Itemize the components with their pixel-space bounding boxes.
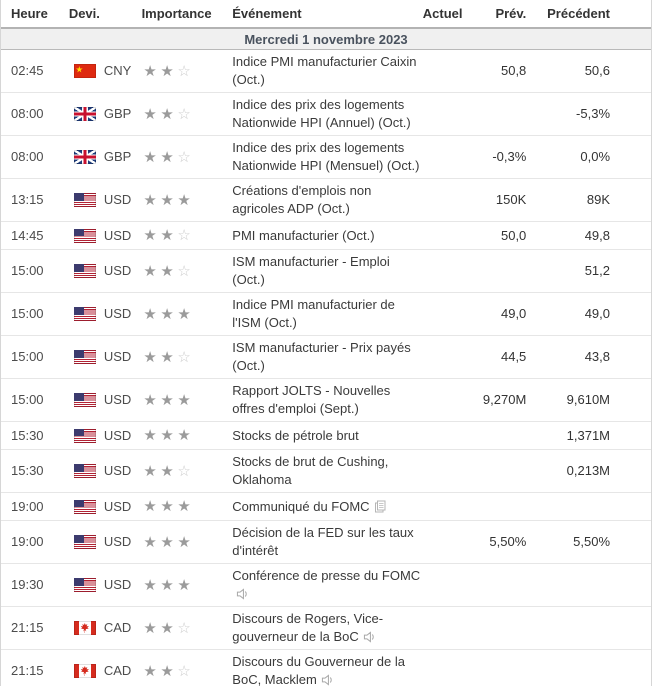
event-row[interactable] [1, 564, 651, 607]
importance-star-icon: ☆ [177, 227, 191, 244]
flag-us-icon [74, 429, 96, 443]
importance-star-icon: ★ [160, 305, 174, 323]
flag-us-icon [74, 229, 96, 243]
event-title[interactable]: Indice des prix des logements Nationwide HPI (Mensuel) (Oct.) [232, 140, 420, 173]
previous-value: 0,213M [566, 463, 611, 478]
date-separator-row [1, 27, 651, 50]
date-label: Mercredi 1 novembre 2023 [244, 31, 408, 47]
importance-star-icon: ★ [177, 305, 191, 323]
event-row[interactable] [1, 93, 651, 136]
event-row[interactable] [1, 521, 651, 564]
speaker-icon [321, 674, 334, 686]
importance-stars [137, 293, 229, 335]
event-row[interactable] [1, 293, 651, 336]
importance-star-icon: ☆ [177, 462, 191, 480]
importance-star-icon: ★ [143, 305, 157, 323]
importance-star-icon: ★ [177, 498, 191, 515]
importance-star-icon: ☆ [177, 262, 191, 280]
importance-stars [137, 607, 229, 649]
importance-star-icon: ★ [143, 462, 157, 480]
importance-star-icon: ★ [143, 62, 157, 80]
importance-stars [137, 379, 229, 421]
importance-star-icon: ★ [160, 227, 174, 244]
event-title[interactable]: Indice PMI manufacturier Caixin (Oct.) [232, 54, 417, 87]
event-row[interactable] [1, 222, 651, 250]
currency-code: USD [103, 577, 132, 592]
importance-star-icon: ★ [143, 427, 157, 444]
event-time: 19:30 [11, 577, 44, 592]
flag-us-icon [74, 264, 96, 278]
importance-stars [137, 179, 229, 221]
importance-stars [137, 493, 229, 520]
event-time: 02:45 [11, 63, 44, 78]
importance-star-icon: ★ [160, 533, 174, 551]
event-title[interactable]: Discours de Rogers, Vice-gouverneur de la BoC [232, 611, 384, 644]
importance-star-icon: ★ [143, 227, 157, 244]
importance-star-icon: ★ [160, 62, 174, 80]
importance-stars [137, 521, 229, 563]
currency-code: USD [103, 306, 132, 321]
importance-star-icon: ★ [160, 619, 174, 637]
currency-code: CAD [103, 663, 132, 678]
currency-code: USD [103, 392, 132, 407]
previous-value: 1,371M [566, 427, 611, 443]
flag-us-icon [74, 578, 96, 592]
importance-star-icon: ☆ [177, 105, 191, 123]
forecast-value: 50,0 [500, 227, 527, 243]
event-title[interactable]: Décision de la FED sur les taux d'intérêt [232, 525, 414, 558]
flag-us-icon [74, 500, 96, 514]
event-row[interactable] [1, 50, 651, 93]
previous-value: 49,0 [584, 306, 611, 321]
importance-star-icon: ★ [143, 191, 157, 209]
table-header-row [1, 0, 651, 27]
forecast-value: 49,0 [500, 306, 527, 321]
currency-code: GBP [103, 149, 132, 164]
importance-star-icon: ★ [160, 348, 174, 366]
importance-star-icon: ★ [143, 576, 157, 594]
importance-stars [137, 422, 229, 449]
currency-code: USD [103, 463, 132, 478]
importance-star-icon: ★ [143, 348, 157, 366]
currency-code: USD [103, 263, 132, 278]
importance-star-icon: ★ [177, 191, 191, 209]
event-time: 15:30 [11, 427, 44, 443]
importance-star-icon: ★ [143, 391, 157, 409]
forecast-value: 50,8 [500, 63, 527, 78]
importance-star-icon: ★ [160, 105, 174, 123]
event-time: 08:00 [11, 106, 44, 121]
report-icon[interactable] [374, 500, 386, 513]
flag-gb-icon [74, 150, 96, 164]
importance-stars [137, 564, 229, 606]
importance-star-icon: ★ [143, 105, 157, 123]
column-header-heure: Heure [11, 5, 48, 21]
event-title[interactable]: Créations d'emplois non agricoles ADP (Oct.) [232, 183, 372, 216]
importance-star-icon: ★ [160, 576, 174, 594]
event-title[interactable]: Discours du Gouverneur de la BoC, Macklem [232, 654, 405, 686]
currency-code: USD [103, 349, 132, 364]
event-time: 08:00 [11, 149, 44, 164]
event-row[interactable] [1, 422, 651, 450]
flag-us-icon [74, 350, 96, 364]
flag-cn-icon [74, 64, 96, 78]
column-header-evenement: Événement [232, 5, 302, 21]
currency-code: USD [103, 227, 132, 243]
event-time: 15:00 [11, 263, 44, 278]
event-time: 14:45 [11, 227, 44, 243]
event-title[interactable]: Indice PMI manufacturier de l'ISM (Oct.) [232, 297, 395, 330]
previous-value: 51,2 [584, 263, 611, 278]
event-title[interactable]: Stocks de pétrole brut [232, 427, 359, 443]
importance-star-icon: ★ [143, 619, 157, 637]
flag-us-icon [74, 307, 96, 321]
event-row[interactable] [1, 607, 651, 650]
importance-star-icon: ★ [160, 148, 174, 166]
currency-code: USD [103, 427, 132, 443]
previous-value: 49,8 [584, 227, 611, 243]
event-title[interactable]: PMI manufacturier (Oct.) [232, 227, 375, 243]
importance-star-icon: ★ [143, 262, 157, 280]
flag-gb-icon [74, 107, 96, 121]
forecast-value: 44,5 [500, 349, 527, 364]
event-row[interactable] [1, 336, 651, 379]
event-time: 15:00 [11, 349, 44, 364]
event-time: 15:00 [11, 306, 44, 321]
flag-ca-icon [74, 664, 96, 678]
event-row[interactable] [1, 136, 651, 179]
previous-value: 5,50% [573, 534, 611, 549]
event-title[interactable]: Communiqué du FOMC [232, 498, 370, 514]
flag-us-icon [74, 464, 96, 478]
importance-star-icon: ★ [143, 662, 157, 680]
importance-stars [137, 93, 229, 135]
column-header-prev: Prév. [495, 5, 527, 21]
importance-stars [137, 650, 229, 686]
importance-star-icon: ★ [160, 427, 174, 444]
importance-star-icon: ☆ [177, 619, 191, 637]
importance-stars [137, 136, 229, 178]
calendar-body [1, 50, 651, 686]
forecast-value: 150K [495, 192, 527, 207]
importance-star-icon: ★ [177, 533, 191, 551]
event-row[interactable] [1, 650, 651, 686]
speaker-icon [236, 588, 249, 600]
importance-star-icon: ☆ [177, 62, 191, 80]
event-time: 21:15 [11, 663, 44, 678]
forecast-value: 9,270M [482, 392, 527, 407]
event-time: 13:15 [11, 192, 44, 207]
currency-code: GBP [103, 106, 132, 121]
previous-value: 43,8 [584, 349, 611, 364]
currency-code: USD [103, 498, 132, 514]
currency-code: USD [103, 192, 132, 207]
importance-stars [137, 450, 229, 492]
importance-star-icon: ★ [160, 498, 174, 515]
previous-value: 50,6 [584, 63, 611, 78]
event-time: 19:00 [11, 534, 44, 549]
currency-code: USD [103, 534, 132, 549]
currency-code: CNY [103, 63, 132, 78]
flag-ca-icon [74, 621, 96, 635]
importance-star-icon: ★ [160, 191, 174, 209]
event-time: 15:30 [11, 463, 44, 478]
event-title[interactable]: Indice des prix des logements Nationwide HPI (Annuel) (Oct.) [232, 97, 411, 130]
flag-us-icon [74, 393, 96, 407]
importance-star-icon: ★ [160, 462, 174, 480]
event-row[interactable] [1, 179, 651, 222]
previous-value: -5,3% [576, 106, 611, 121]
importance-star-icon: ★ [177, 576, 191, 594]
importance-stars [137, 50, 229, 92]
forecast-value: 5,50% [489, 534, 527, 549]
importance-stars [137, 222, 229, 249]
importance-stars [137, 250, 229, 292]
importance-star-icon: ★ [143, 148, 157, 166]
column-header-precedent: Précédent [547, 5, 610, 21]
event-row[interactable] [1, 379, 651, 422]
importance-star-icon: ★ [177, 391, 191, 409]
column-header-devise: Devi. [68, 5, 100, 21]
flag-us-icon [74, 535, 96, 549]
column-header-importance: Importance [141, 5, 212, 21]
importance-stars [137, 336, 229, 378]
event-time: 21:15 [11, 620, 44, 635]
event-title[interactable]: Conférence de presse du FOMC [232, 568, 421, 583]
event-title[interactable]: Stocks de brut de Cushing, Oklahoma [232, 454, 389, 487]
event-row[interactable] [1, 450, 651, 493]
importance-star-icon: ☆ [177, 148, 191, 166]
importance-star-icon: ☆ [177, 348, 191, 366]
importance-star-icon: ★ [160, 662, 174, 680]
importance-star-icon: ★ [160, 391, 174, 409]
importance-star-icon: ★ [177, 427, 191, 444]
event-title[interactable]: Rapport JOLTS - Nouvelles offres d'emploi (Sept.) [232, 383, 391, 416]
previous-value: 89K [586, 192, 611, 207]
importance-star-icon: ★ [160, 262, 174, 280]
event-time: 19:00 [11, 498, 44, 514]
previous-value: 9,610M [566, 392, 611, 407]
event-row[interactable] [1, 250, 651, 293]
event-title[interactable]: ISM manufacturier - Prix payés (Oct.) [232, 340, 411, 373]
importance-star-icon: ★ [143, 498, 157, 515]
event-title[interactable]: ISM manufacturier - Emploi (Oct.) [232, 254, 390, 287]
flag-us-icon [74, 193, 96, 207]
event-time: 15:00 [11, 392, 44, 407]
event-row[interactable] [1, 493, 651, 521]
speaker-icon [363, 631, 376, 643]
forecast-value: -0,3% [492, 149, 527, 164]
currency-code: CAD [103, 620, 132, 635]
previous-value: 0,0% [580, 149, 611, 164]
column-header-actuel: Actuel [422, 5, 463, 21]
importance-star-icon: ★ [143, 533, 157, 551]
importance-star-icon: ☆ [177, 662, 191, 680]
